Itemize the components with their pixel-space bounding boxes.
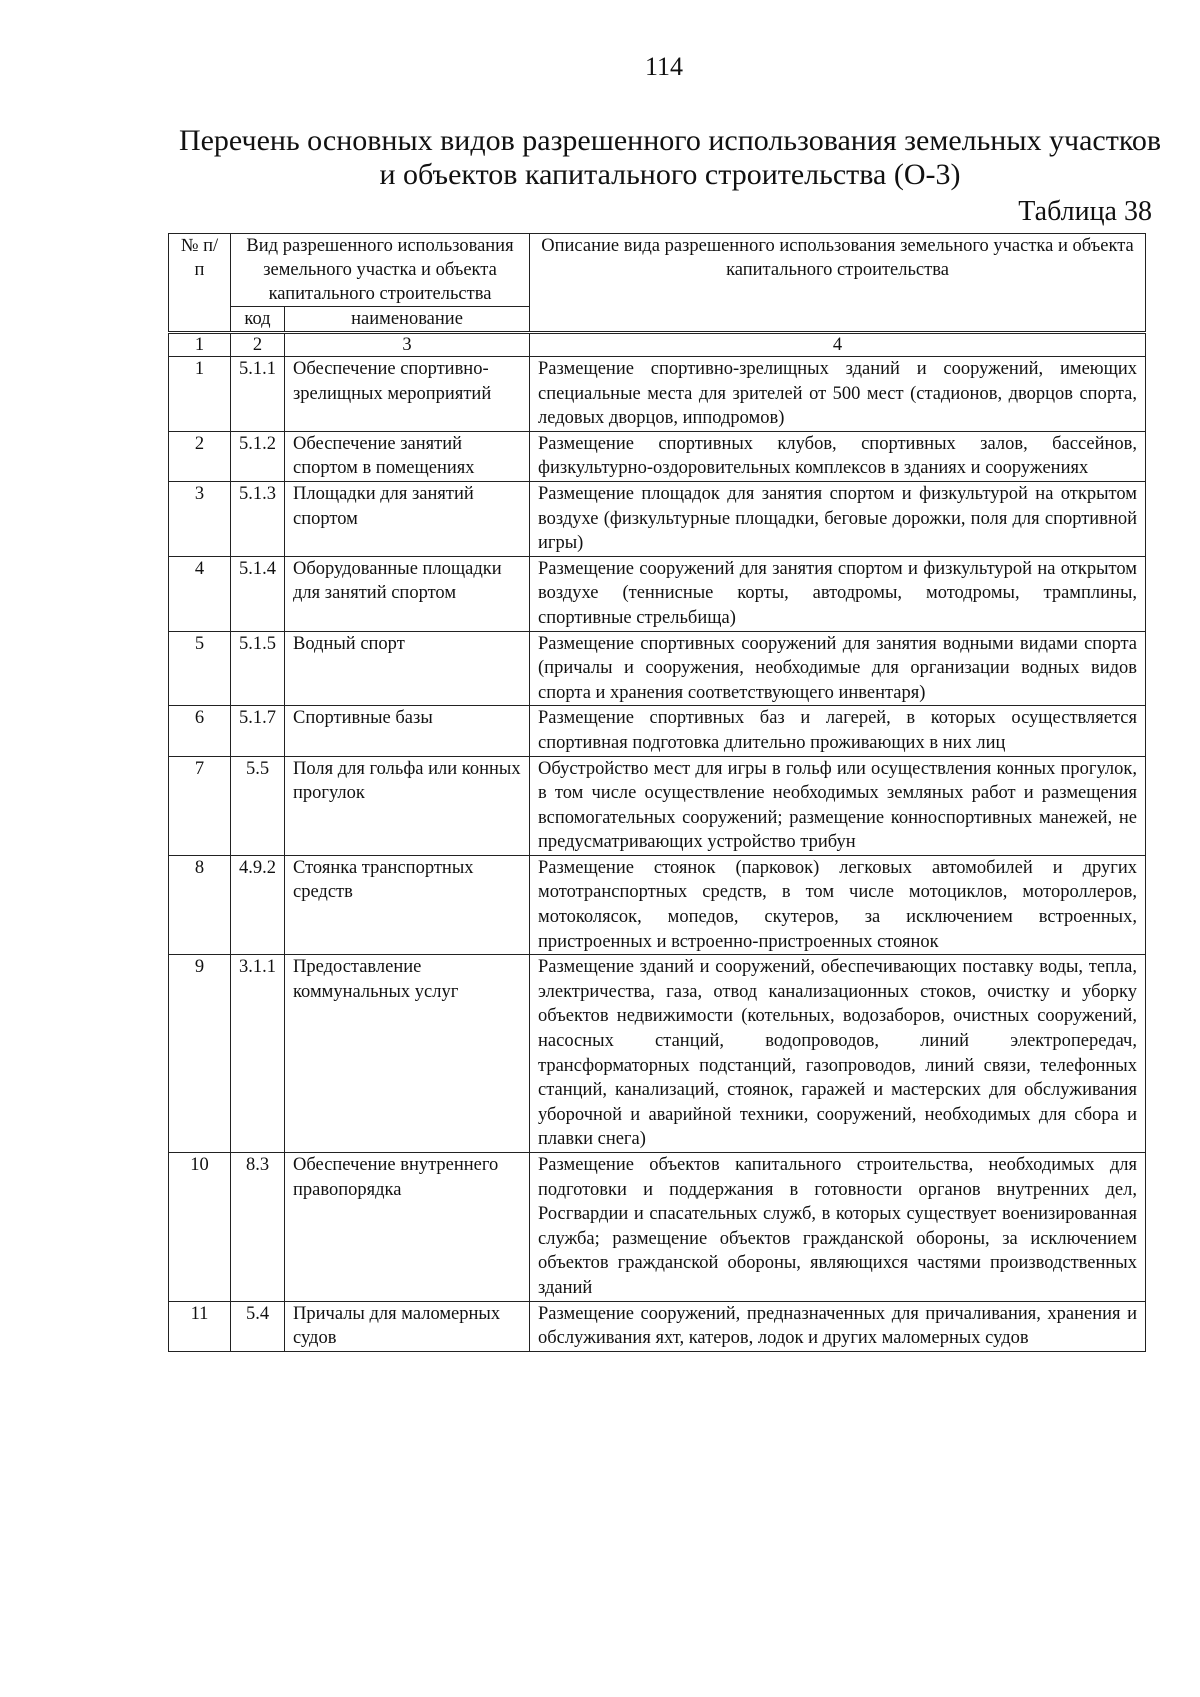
row-number-cell: 6 <box>169 706 231 756</box>
table-row <box>169 855 1146 954</box>
description-cell: Размещение стоянок (парковок) легковых автомобилей и других мототранспортных средств, в том числе мотоциклов, мотороллеров, мотоколясок, мопедов, скутеров, за исключением встроенных, пристроенных и встроенно-пристроенных стоянок <box>530 855 1146 954</box>
row-number-cell: 8 <box>169 855 231 954</box>
table-row <box>169 431 1146 481</box>
header-vid: Вид разрешенного использования земельного участка и объекта капитального строительства <box>231 234 530 307</box>
code-cell: 5.1.7 <box>231 706 285 756</box>
name-cell: Причалы для маломерных судов <box>285 1301 530 1351</box>
description-cell: Размещение объектов капитального строительства, необходимых для подготовки и поддержания в готовности органов внутренних дел, Росгвардии и спасательных служб, в которых существует военизированная служба; размещение объектов гражданской обороны, за исключением объектов гражданской обороны, являющихся частями производственных зданий <box>530 1153 1146 1302</box>
row-number-cell: 11 <box>169 1301 231 1351</box>
column-number-row <box>169 333 1146 357</box>
description-cell: Размещение спортивных клубов, спортивных залов, бассейнов, физкультурно-оздоровительных комплексов в зданиях и сооружениях <box>530 431 1146 481</box>
code-cell: 4.9.2 <box>231 855 285 954</box>
code-cell: 5.4 <box>231 1301 285 1351</box>
table-row <box>169 955 1146 1153</box>
name-cell: Предоставление коммунальных услуг <box>285 955 530 1153</box>
table-row <box>169 631 1146 706</box>
description-cell: Размещение зданий и сооружений, обеспечивающих поставку воды, тепла, электричества, газа, отвод канализационных стоков, очистку и уборку объектов недвижимости (котельных, водозаборов, очистных сооружений, насосных станций, водопроводов, линий электропередач, трансформаторных подстанций, газопроводов, линий связи, телефонных станций, канализаций, стоянок, гаражей и мастерских для обслуживания уборочной и аварийной техники, сооружений, необходимых для сбора и плавки снега) <box>530 955 1146 1153</box>
row-number-cell: 5 <box>169 631 231 706</box>
name-cell: Поля для гольфа или конных прогулок <box>285 756 530 855</box>
name-cell: Обеспечение спортивно-зрелищных мероприятий <box>285 357 530 432</box>
code-cell: 5.1.2 <box>231 431 285 481</box>
name-cell: Водный спорт <box>285 631 530 706</box>
table-row <box>169 1153 1146 1302</box>
description-cell: Размещение сооружений для занятия спортом и физкультурой на открытом воздухе (теннисные корты, автодромы, мотодромы, трамплины, спортивные стрельбища) <box>530 556 1146 631</box>
title-line-1: Перечень основных видов разрешенного использования земельных участков <box>178 124 1162 157</box>
description-cell: Размещение площадок для занятия спортом и физкультурой на открытом воздухе (физкультурные площадки, беговые дорожки, поля для спортивной игры) <box>530 481 1146 556</box>
code-cell: 8.3 <box>231 1153 285 1302</box>
table-caption: Таблица 38 <box>1018 196 1152 227</box>
table-row <box>169 556 1146 631</box>
header-code: код <box>231 307 285 333</box>
document-title <box>170 124 1170 192</box>
code-cell: 5.1.1 <box>231 357 285 432</box>
table-row <box>169 357 1146 432</box>
description-cell: Размещение сооружений, предназначенных для причаливания, хранения и обслуживания яхт, катеров, лодок и других маломерных судов <box>530 1301 1146 1351</box>
description-cell: Размещение спортивных сооружений для занятия водными видами спорта (причалы и сооружения, необходимые для организации водных видов спорта и хранения соответствующего инвентаря) <box>530 631 1146 706</box>
name-cell: Обеспечение занятий спортом в помещениях <box>285 431 530 481</box>
header-name: наименование <box>285 307 530 333</box>
page-number: 114 <box>644 52 684 81</box>
description-cell: Обустройство мест для игры в гольф или осуществления конных прогулок, в том числе осуществление необходимых земляных работ и размещения вспомогательных сооружений; размещение конноспортивных манежей, не предусматривающих устройство трибун <box>530 756 1146 855</box>
name-cell: Спортивные базы <box>285 706 530 756</box>
column-number: 2 <box>231 333 285 357</box>
description-cell: Размещение спортивно-зрелищных зданий и сооружений, имеющих специальные места для зрителей от 500 мест (стадионов, дворцов спорта, ледовых дворцов, ипподромов) <box>530 357 1146 432</box>
row-number-cell: 10 <box>169 1153 231 1302</box>
row-number-cell: 7 <box>169 756 231 855</box>
name-cell: Площадки для занятий спортом <box>285 481 530 556</box>
column-number: 4 <box>530 333 1146 357</box>
permitted-use-table <box>168 233 1146 1352</box>
table-row <box>169 1301 1146 1351</box>
table-row <box>169 481 1146 556</box>
table-row <box>169 756 1146 855</box>
row-number-cell: 9 <box>169 955 231 1153</box>
table-body <box>169 333 1146 1352</box>
code-cell: 5.1.4 <box>231 556 285 631</box>
row-number-cell: 3 <box>169 481 231 556</box>
column-number: 3 <box>285 333 530 357</box>
row-number-cell: 4 <box>169 556 231 631</box>
name-cell: Оборудованные площадки для занятий спортом <box>285 556 530 631</box>
header-desc: Описание вида разрешенного использования земельного участка и объекта капитального строительства <box>530 234 1146 333</box>
header-num: № п/п <box>169 234 231 333</box>
table-row <box>169 706 1146 756</box>
row-number-cell: 2 <box>169 431 231 481</box>
code-cell: 5.1.3 <box>231 481 285 556</box>
name-cell: Обеспечение внутреннего правопорядка <box>285 1153 530 1302</box>
code-cell: 5.5 <box>231 756 285 855</box>
column-number: 1 <box>169 333 231 357</box>
code-cell: 3.1.1 <box>231 955 285 1153</box>
name-cell: Стоянка транспортных средств <box>285 855 530 954</box>
title-line-2: и объектов капитального строительства (О-3) <box>379 158 961 191</box>
description-cell: Размещение спортивных баз и лагерей, в которых осуществляется спортивная подготовка длительно проживающих в них лиц <box>530 706 1146 756</box>
row-number-cell: 1 <box>169 357 231 432</box>
code-cell: 5.1.5 <box>231 631 285 706</box>
